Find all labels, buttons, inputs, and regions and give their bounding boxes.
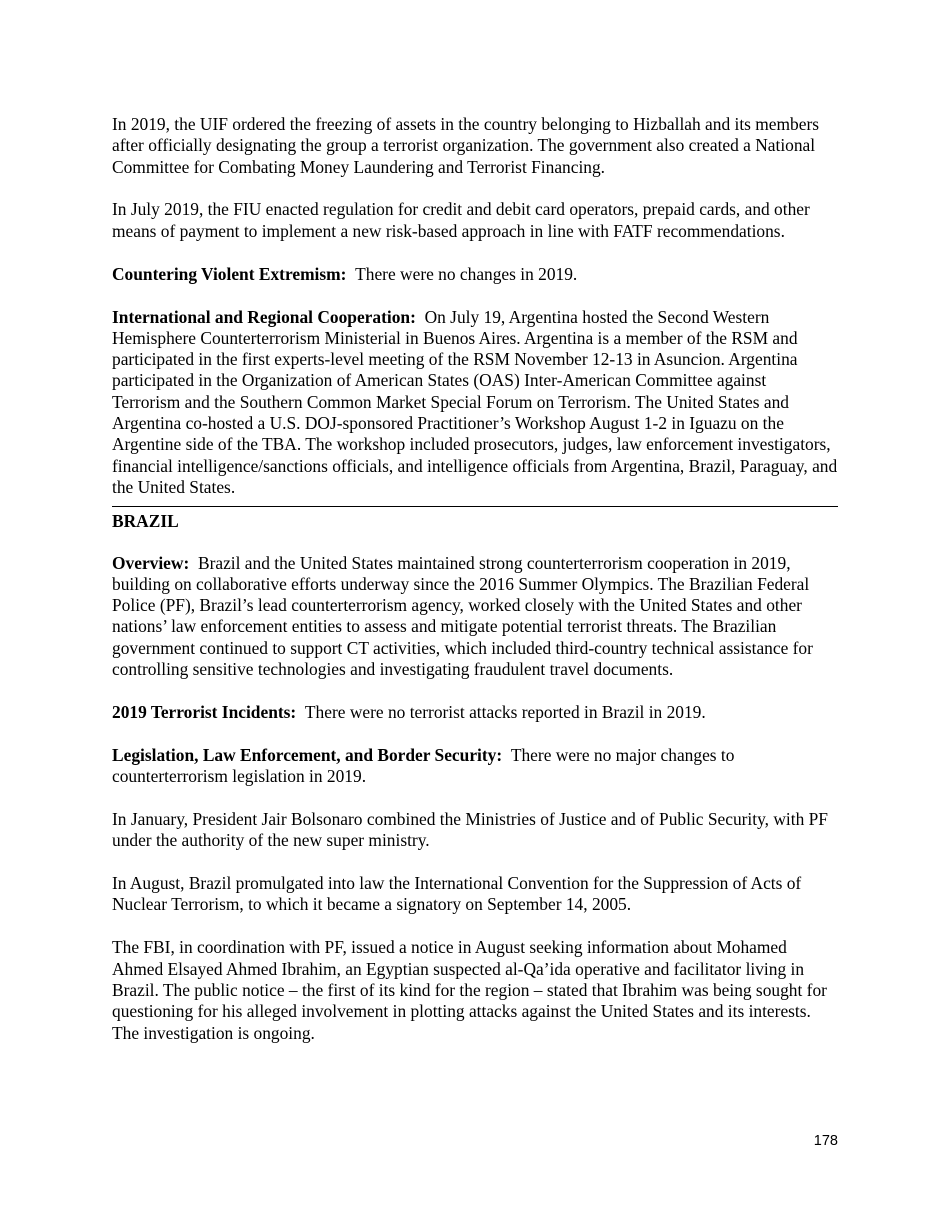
paragraph-countering-violent-extremism	[112, 264, 838, 285]
paragraph-legislation	[112, 745, 838, 788]
paragraph-terrorist-incidents	[112, 702, 838, 723]
paragraph-text: On July 19, Argentina hosted the Second Western Hemisphere Counterterrorism Ministerial in Buenos Aires. Argentina is a member of the RSM and participated in the first experts-level meeting of the RSM November 12-13 in Asuncion. Argentina participated in the Organization of American States (OAS) Inter-American Committee against Terrorism and the Southern Common Market Special Forum on Terrorism. The United States and Argentina co-hosted a U.S. DOJ-sponsored Practitioner’s Workshop August 1-2 in Iguazu on the Argentine side of the TBA. The workshop included prosecutors, judges, law enforcement investigators, financial intelligence/sanctions officials, and intelligence officials from Argentina, Brazil, Paraguay, and the United States.	[112, 306, 838, 497]
paragraph-nuclear-convention: In August, Brazil promulgated into law the International Convention for the Suppression of Acts of Nuclear Terrorism, to which it became a signatory on September 14, 2005.	[112, 873, 802, 915]
page-number: 178	[813, 1133, 838, 1149]
paragraph-overview	[112, 553, 838, 681]
section-heading-incidents: 2019 Terrorist Incidents:	[112, 701, 297, 722]
paragraph-fbi-notice: The FBI, in coordination with PF, issued a notice in August seeking information about Mohamed Ahmed Elsayed Ahmed Ibrahim, an Egyptian suspected al-Qa’ida operative and facilitator living in Brazil. The public notice – the first of its kind for the region – stated that Ibrahim was being sought for questioning for his alleged involvement in plotting attacks against the United States and its interests. The investigation is ongoing.	[112, 937, 827, 1043]
section-heading-overview: Overview:	[112, 552, 190, 573]
section-divider	[112, 506, 838, 507]
paragraph-fiu-regulation: In July 2019, the FIU enacted regulation for credit and debit card operators, prepaid cards, and other means of payment to implement a new risk-based approach in line with FATF recommendations.	[112, 199, 810, 241]
paragraph-text: There were no changes in 2019.	[355, 263, 578, 284]
paragraph-text: There were no terrorist attacks reported in Brazil in 2019.	[304, 701, 706, 722]
paragraph-ministries: In January, President Jair Bolsonaro combined the Ministries of Justice and of Public Security, with PF under the authority of the new super ministry.	[112, 808, 828, 851]
section-heading-legislation: Legislation, Law Enforcement, and Border Security:	[112, 744, 503, 765]
paragraph-uif-freezing: In 2019, the UIF ordered the freezing of assets in the country belonging to Hizballah and its members after officially designating the group a terrorist organization. The government also created a National Committee for Combating Money Laundering and Terrorist Financing.	[112, 114, 820, 177]
section-heading-cve: Countering Violent Extremism:	[112, 263, 347, 284]
paragraph-text: Brazil and the United States maintained strong counterterrorism cooperation in 2019, building on collaborative efforts underway since the 2016 Summer Olympics. The Brazilian Federal Police (PF), Brazil’s lead counterterrorism agency, worked closely with the United States and other nations’ law enforcement entities to assess and mitigate potential terrorist threats. The Brazilian government continued to support CT activities, which included third-country technical assistance for controlling sensitive technologies and investigating fraudulent travel documents.	[112, 552, 813, 680]
section-heading-irc: International and Regional Cooperation:	[112, 306, 416, 327]
document-page	[112, 114, 838, 1044]
paragraph-text: There were no major changes to counterterrorism legislation in 2019.	[112, 744, 735, 787]
paragraph-international-cooperation	[112, 307, 838, 499]
country-title-brazil: BRAZIL	[112, 511, 179, 532]
